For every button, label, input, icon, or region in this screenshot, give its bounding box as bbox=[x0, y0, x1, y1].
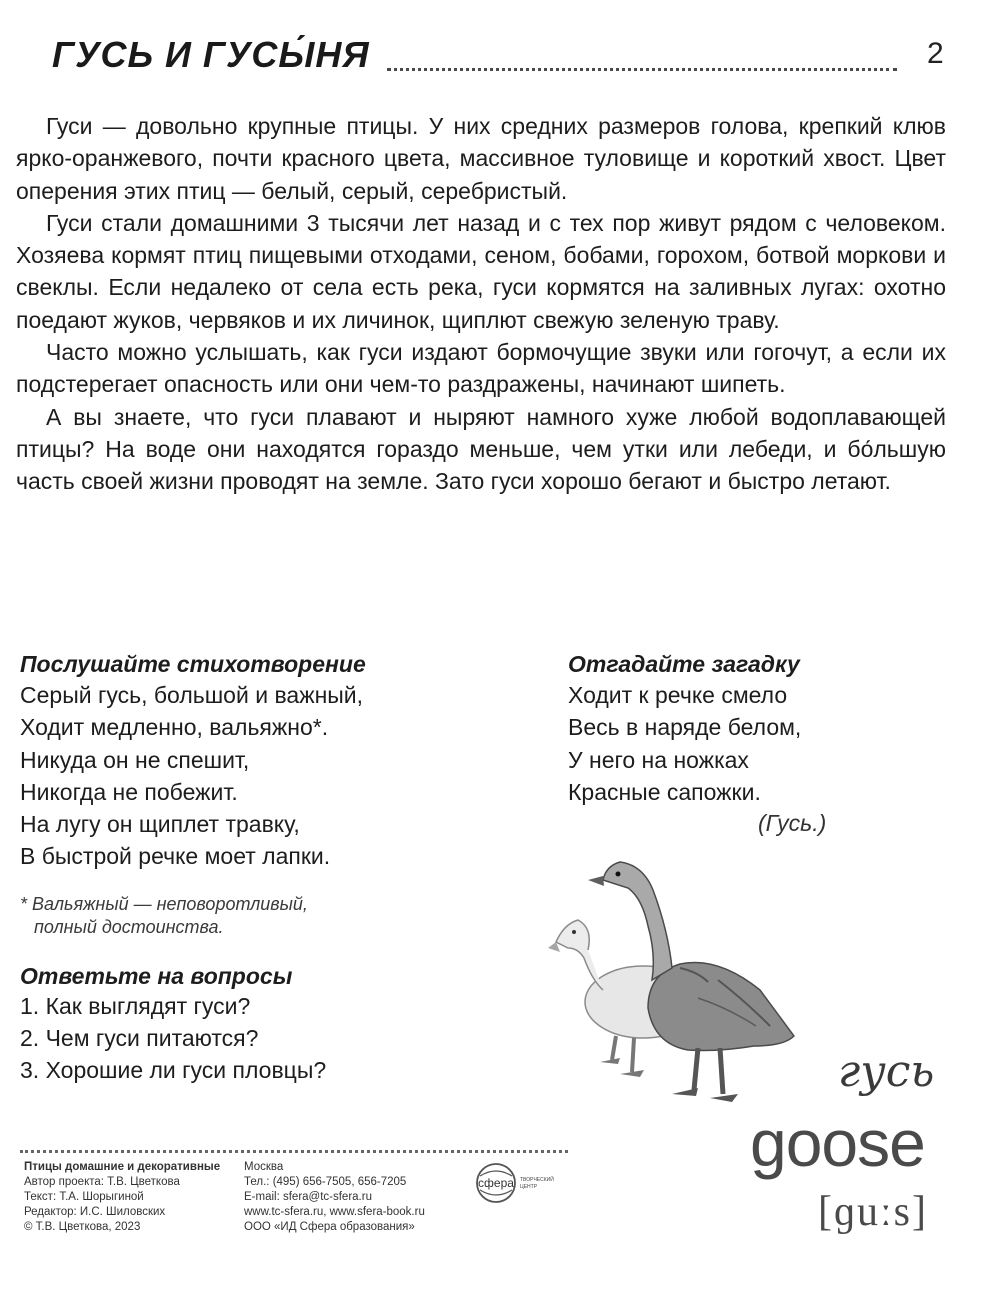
poem-line: Ходит медленно, вальяжно*. bbox=[20, 714, 329, 741]
footnote-line: * Вальяжный — неповоротливый, bbox=[20, 893, 308, 914]
footnote-line: полный достоинства. bbox=[34, 916, 224, 937]
article-paragraph: Гуси — довольно крупные птицы. У них средних размеров голова, крепкий клюв ярко-оранжевого, почти красного цвета, массивное туловище и короткий хвост. Цвет оперения этих птиц — белый, серый, серебристый. bbox=[16, 113, 946, 204]
question-item: 2. Чем гуси питаются? bbox=[20, 1025, 259, 1052]
riddle-line: Ходит к речке смело bbox=[568, 682, 788, 708]
footer-editor: Редактор: И.С. Шиловских bbox=[24, 1206, 166, 1218]
riddle-answer: (Гусь.) bbox=[758, 810, 827, 837]
footer-web: www.tc-sfera.ru, www.sfera-book.ru bbox=[244, 1206, 425, 1218]
article-text bbox=[16, 110, 946, 498]
poem-line: В быстрой речке моет лапки. bbox=[20, 843, 331, 870]
page-number: 2 bbox=[927, 37, 944, 70]
page-title: ГУСЬ И ГУСЫ́НЯ bbox=[52, 34, 370, 75]
poem-line: На лугу он щиплет травку, bbox=[20, 811, 300, 838]
article-paragraph: Часто можно услышать, как гуси издают бормочущие звуки или гогочут, а если их подстерегает опасность или они чем-то раздражены, начинают шипеть. bbox=[16, 339, 946, 398]
logo-subtitle-line2: ЦЕНТР bbox=[520, 1184, 538, 1190]
geese-illustration bbox=[548, 850, 798, 1115]
footer-divider bbox=[20, 1150, 568, 1153]
poem-line: Никуда он не спешит, bbox=[20, 746, 250, 773]
footer-author: Автор проекта: Т.В. Цветкова bbox=[24, 1176, 180, 1188]
poem-line: Серый гусь, большой и важный, bbox=[20, 682, 364, 708]
riddle-line: Весь в наряде белом, bbox=[568, 714, 802, 741]
footer-series: Птицы домашние и декоративные bbox=[24, 1161, 221, 1173]
logo-subtitle-line1: ТВОРЧЕСКИЙ bbox=[520, 1177, 554, 1183]
footer-contacts bbox=[244, 1160, 425, 1235]
riddle-section bbox=[568, 651, 988, 837]
article-paragraph: А вы знаете, что гуси плавают и ныряют намного хуже любой водоплавающей птицы? На воде они находятся гораздо меньше, чем утки или лебеди, и бо́льшую часть своей жизни проводят на земле. Зато гуси хорошо бегают и быстро летают. bbox=[16, 403, 946, 495]
title-dotted-leader bbox=[387, 68, 897, 71]
footer-text-by: Текст: Т.А. Шорыгиной bbox=[24, 1191, 144, 1203]
article-paragraph: Гуси стали домашними 3 тысячи лет назад и с тех пор живут рядом с человеком. Хозяева кормят птиц пищевыми отходами, сеном, бобами, горохом, ботвой моркови и свеклы. Если недалеко от села есть река, гуси кормятся на заливных лугах: охотно поедают жуков, червяков и их личинок, щиплют свежую зеленую траву. bbox=[16, 209, 946, 333]
word-english: goose bbox=[750, 1106, 925, 1180]
question-item: 3. Хорошие ли гуси пловцы? bbox=[20, 1057, 327, 1084]
poem-heading: Послушайте стихотворение bbox=[20, 651, 366, 677]
riddle-heading: Отгадайте загадку bbox=[568, 651, 800, 677]
riddle-line: Красные сапожки. bbox=[568, 778, 761, 805]
questions-heading: Ответьте на вопросы bbox=[20, 962, 293, 989]
footer-publisher: ООО «ИД Сфера образования» bbox=[244, 1221, 415, 1233]
riddle-line: У него на ножках bbox=[568, 746, 749, 773]
footer-email: E-mail: sfera@tc-sfera.ru bbox=[244, 1191, 372, 1203]
poem-section bbox=[20, 651, 540, 1087]
poem-line: Никогда не побежит. bbox=[20, 778, 238, 805]
footer-copyright: © Т.В. Цветкова, 2023 bbox=[24, 1221, 141, 1233]
footnote bbox=[20, 893, 540, 939]
logo-text: сфера bbox=[478, 1176, 514, 1190]
footer-city: Москва bbox=[244, 1161, 284, 1173]
word-transcription: [ɡuːs] bbox=[818, 1189, 928, 1235]
sfera-logo bbox=[470, 1160, 574, 1206]
footer-credits bbox=[24, 1160, 220, 1235]
word-russian: гусь bbox=[838, 1046, 935, 1097]
footer-phone: Тел.: (495) 656-7505, 656-7205 bbox=[244, 1176, 407, 1188]
question-item: 1. Как выглядят гуси? bbox=[20, 992, 251, 1019]
